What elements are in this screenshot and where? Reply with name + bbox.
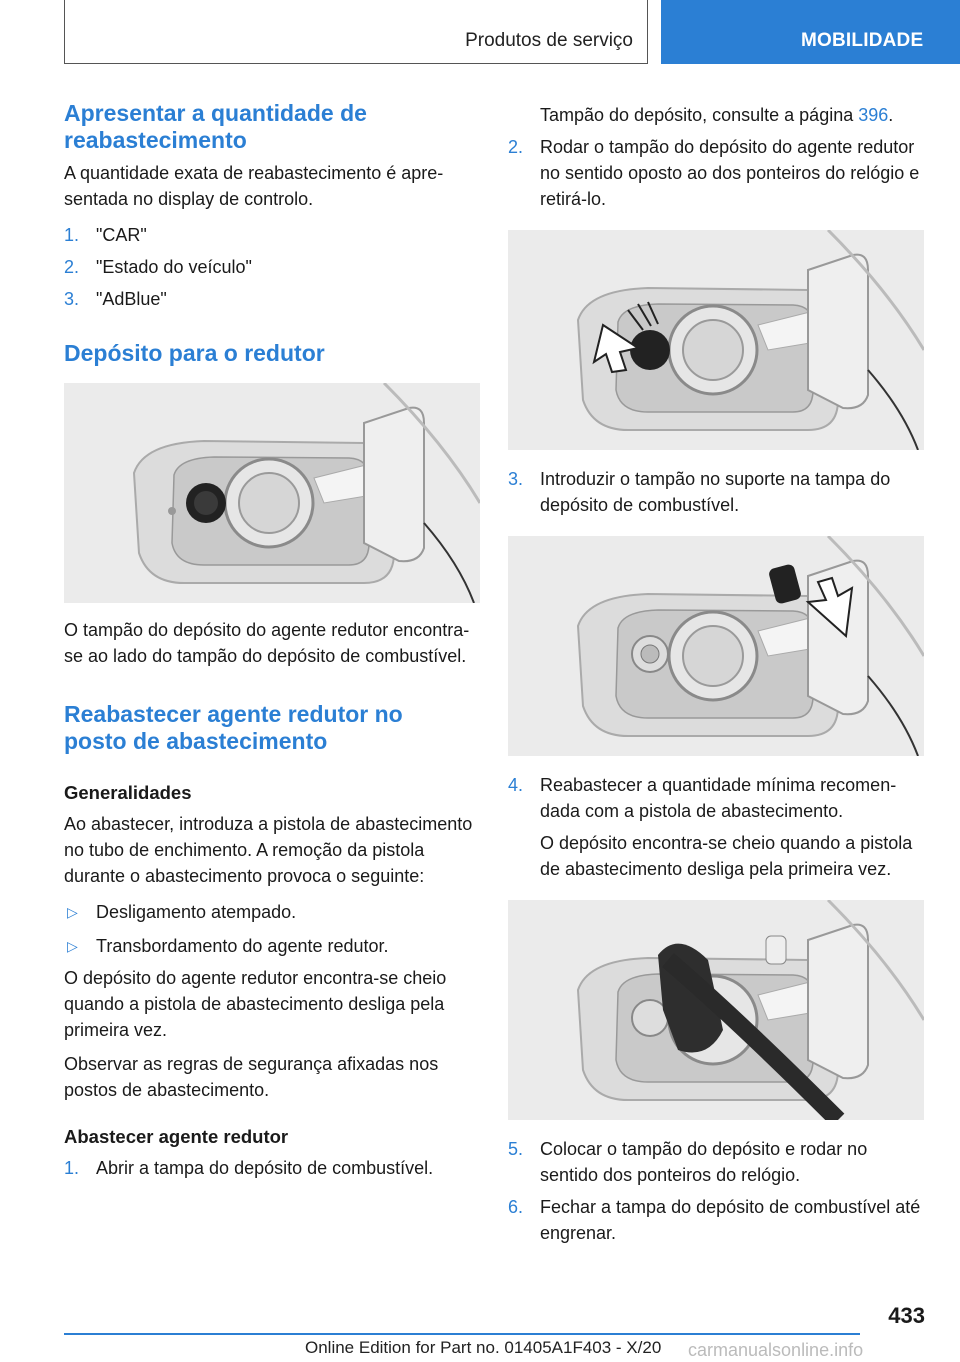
footer-divider [64, 1333, 860, 1335]
cap-holder-illustration [508, 536, 924, 756]
list-item: 1. Abrir a tampa do depósito de combustível. [64, 1158, 434, 1178]
heading-refuel-quantity: Apresentar a quantidade de reabastecimento [64, 100, 367, 153]
watermark: carmanualsonline.info [688, 1340, 864, 1360]
triangle-bullet-icon: ▷ [67, 904, 78, 920]
list-item: 3. Introduzir o tampão no suporte na tampa do depósito de combustível. [508, 469, 891, 515]
list-item: 2. "Estado do veículo" [64, 257, 252, 277]
heading-refuel-station: Reabastecer agente redutor no posto de abastecimento [64, 701, 403, 754]
list-item: ▷ Transbordamento do agente redutor. [64, 933, 482, 959]
header-section-tab [64, 0, 648, 64]
heading-reductant-tank: Depósito para o redutor [64, 340, 325, 366]
paragraph-tank-location: O tampão do depósito do agente redutor encontra-se ao lado do tampão do depósito de combustível. [64, 620, 470, 666]
heading-refill: Abastecer agente redutor [64, 1126, 289, 1147]
list-item: 1. "CAR" [64, 225, 147, 245]
paragraph-general: Ao abastecer, introduza a pistola de abastecimento no tubo de enchimento. A remoção da pistola durante o abastecimento provoca o seguinte: [64, 814, 473, 886]
list-quantity-steps [64, 222, 482, 312]
triangle-bullet-icon: ▷ [67, 938, 78, 954]
tank-filler-illustration [64, 383, 480, 603]
page-number: 433 [888, 1303, 925, 1328]
page-reference-link[interactable]: 396 [858, 105, 889, 125]
bullet-list [64, 899, 482, 959]
refuel-nozzle-illustration [508, 900, 924, 1120]
list-item: 2. Rodar o tampão do depósito do agente redutor no sentido oposto ao dos ponteiros do relógio e retirá-lo. [508, 137, 920, 209]
list-item: Tampão do depósito, consulte a página 396. [540, 105, 894, 125]
right-column [508, 102, 924, 1246]
list-item: 3. "AdBlue" [64, 289, 167, 309]
heading-general: Generalidades [64, 782, 192, 803]
paragraph-step4-note: O depósito encontra-se cheio quando a pistola de abastecimento desliga pela primeira vez. [540, 833, 913, 879]
list-item: 4. Reabastecer a quantidade mínima recomendada com a pistola de abastecimento. [508, 775, 897, 821]
left-column [64, 100, 482, 1181]
chapter-title: MOBILIDADE [801, 30, 924, 51]
header-chapter-tab [661, 0, 960, 64]
paragraph-quantity: A quantidade exata de reabastecimento é apresentada no display de controlo. [64, 163, 444, 209]
section-title: Produtos de serviço [465, 30, 633, 51]
paragraph-full-tank: O depósito do agente redutor encontra-se cheio quando a pistola de abastecimento desliga pela primeira vez. [64, 968, 447, 1040]
list-item: 6. Fechar a tampa do depósito de combustível até engrenar. [508, 1197, 921, 1243]
footer-edition: Online Edition for Part no. 01405A1F403 - X/20 [305, 1338, 662, 1357]
list-item: ▷ Desligamento atempado. [64, 899, 482, 925]
paragraph-safety-rules: Observar as regras de segurança afixadas nos postos de abastecimento. [64, 1054, 439, 1100]
list-item: 5. Colocar o tampão do depósito e rodar no sentido dos ponteiros do relógio. [508, 1139, 868, 1185]
remove-cap-illustration [508, 230, 924, 450]
